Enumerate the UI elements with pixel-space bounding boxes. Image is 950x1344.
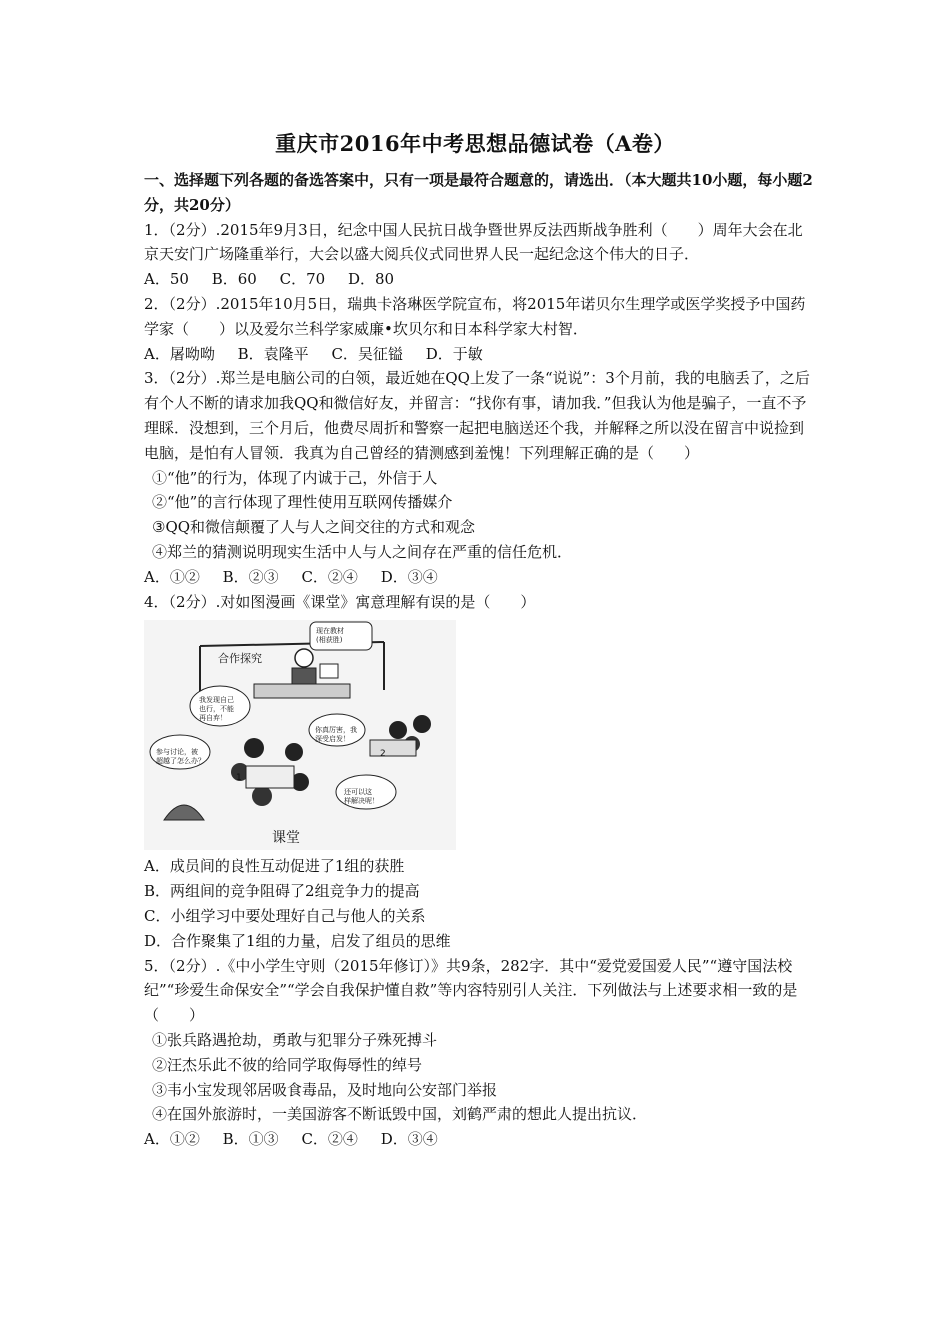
bubble-text-line: 参与讨论，被 — [156, 748, 198, 757]
question-3-option-4: ④郑兰的猜测说明现实生活中人与人之间存在严重的信任危机． — [152, 542, 573, 561]
question-5-option-4: ④在国外旅游时，一美国游客不断诋毁中国，刘鹤严肃的想此人提出抗议． — [152, 1105, 648, 1124]
choice-d: D．80 — [347, 270, 395, 289]
question-4-choice-d: D．合作聚集了1组的力量，启发了组员的思维 — [144, 931, 451, 950]
question-3-option-1: ①“他”的行为，体现了内诚于己，外信于人 — [152, 468, 438, 487]
choice-d: D．③④ — [380, 567, 438, 586]
question-1-stem: 1．（2分）.2015年9月3日，纪念中国人民抗日战争暨世界反法西斯战争胜利（ ）周年大会在北京天安门广场隆重举行，大会以盛大阅兵仪式同世界人民一起纪念这个伟大的日子． — [144, 220, 803, 264]
choice-d: D．③④ — [380, 1130, 438, 1149]
bubble-text-line: 我发现自己 — [199, 696, 234, 705]
question-3-choices — [144, 565, 814, 590]
classroom-cartoon — [144, 620, 456, 850]
teacher-speech-line: (相获胜) — [316, 636, 343, 645]
choice-c: C．70 — [279, 270, 326, 289]
section-header: 一、选择题下列各题的备选答案中，只有一项是最符合题意的，请选出．（本大题共10小题，每小题2分，共20分） — [144, 171, 813, 214]
choice-c: C．吴征镒 — [331, 344, 403, 363]
question-4-stem: 4．（2分）.对如图漫画《课堂》寓意理解有误的是（ ） — [144, 592, 536, 611]
exam-content — [144, 168, 814, 1152]
question-4-choice-c: C．小组学习中要处理好自己与他人的关系 — [144, 906, 426, 925]
choice-b: B．①③ — [222, 1130, 279, 1149]
choice-b: B．②③ — [222, 567, 279, 586]
bubble-text-line: 再自弃！ — [199, 714, 227, 723]
choice-a: A．50 — [144, 270, 189, 289]
question-5-choices — [144, 1127, 814, 1152]
bubble-text-line: 你真厉害，我 — [315, 726, 357, 735]
question-4-choice-b: B．两组间的竞争阻碍了2组竞争力的提高 — [144, 882, 420, 901]
choice-a: A．①② — [144, 1130, 200, 1149]
teacher-speech-line: 现在教材 — [316, 627, 344, 636]
question-3-stem: 3．（2分）.郑兰是电脑公司的白领，最近她在QQ上发了一条“说说”：3个月前，我的电脑丢了，之后有个人不断的请求加我QQ和微信好友，并留言：“找你有事，请加我．”但我认为他是骗子，一直不予理睬．没想到，三个月后，他费尽周折和警察一起把电脑送还个我，并解释之所以没在留言中说捡到电脑，是怕有人冒领．我真为自己曾经的猜测感到羞愧！下列理解正确的是（ ） — [144, 369, 810, 462]
question-5-option-1: ①张兵路遇抢劫，勇敢与犯罪分子殊死搏斗 — [152, 1030, 438, 1049]
question-5-option-3: ③韦小宝发现邻居吸食毒品，及时地向公安部门举报 — [152, 1080, 498, 1099]
board-label: 合作探究 — [218, 652, 262, 666]
choice-a: A．①② — [144, 567, 200, 586]
choice-b: B．袁隆平 — [237, 344, 309, 363]
group-1-label: 1 — [236, 773, 242, 784]
choice-c: C．②④ — [301, 1130, 358, 1149]
question-5-option-2: ②汪杰乐此不彼的给同学取侮辱性的绰号 — [152, 1055, 423, 1074]
bubble-text-line: 超越了怎么办？ — [156, 757, 205, 766]
question-4-choice-a: A．成员间的良性互动促进了1组的获胜 — [144, 857, 405, 876]
choice-d: D．于敏 — [425, 344, 483, 363]
cartoon-caption: 课堂 — [272, 830, 300, 847]
question-1-choices — [144, 267, 814, 292]
bubble-text-line: 样解决呢！ — [344, 797, 379, 806]
question-5-stem: 5．（2分）.《中小学生守则（2015年修订）》共9条，282字．其中“爱党爱国爱人民”“遵守国法校纪”“珍爱生命保安全”“学会自我保护懂自救”等内容特别引人关注．下列做法与上述要求相一致的是（ ） — [144, 956, 798, 1025]
question-3-option-3: ③QQ和微信颠覆了人与人之间交往的方式和观念 — [152, 518, 476, 537]
question-2-stem: 2．（2分）.2015年10月5日，瑞典卡洛琳医学院宣布，将2015年诺贝尔生理学或医学奖授予中国药学家（ ）以及爱尔兰科学家威廉•坎贝尔和日本科学家大村智． — [144, 294, 806, 338]
choice-a: A．屠呦呦 — [144, 344, 215, 363]
bubble-text-line: 也行，不能 — [199, 705, 234, 714]
bubble-text-line: 深受启发！ — [315, 735, 350, 744]
choice-b: B．60 — [211, 270, 257, 289]
page-title: 重庆市2016年中考思想品德试卷（A卷） — [275, 131, 675, 156]
choice-c: C．②④ — [301, 567, 358, 586]
bubble-text-line: 还可以这 — [344, 788, 372, 797]
question-3-option-2: ②“他”的言行体现了理性使用互联网传播媒介 — [152, 493, 453, 512]
question-2-choices — [144, 342, 814, 367]
group-2-label: 2 — [380, 749, 386, 760]
